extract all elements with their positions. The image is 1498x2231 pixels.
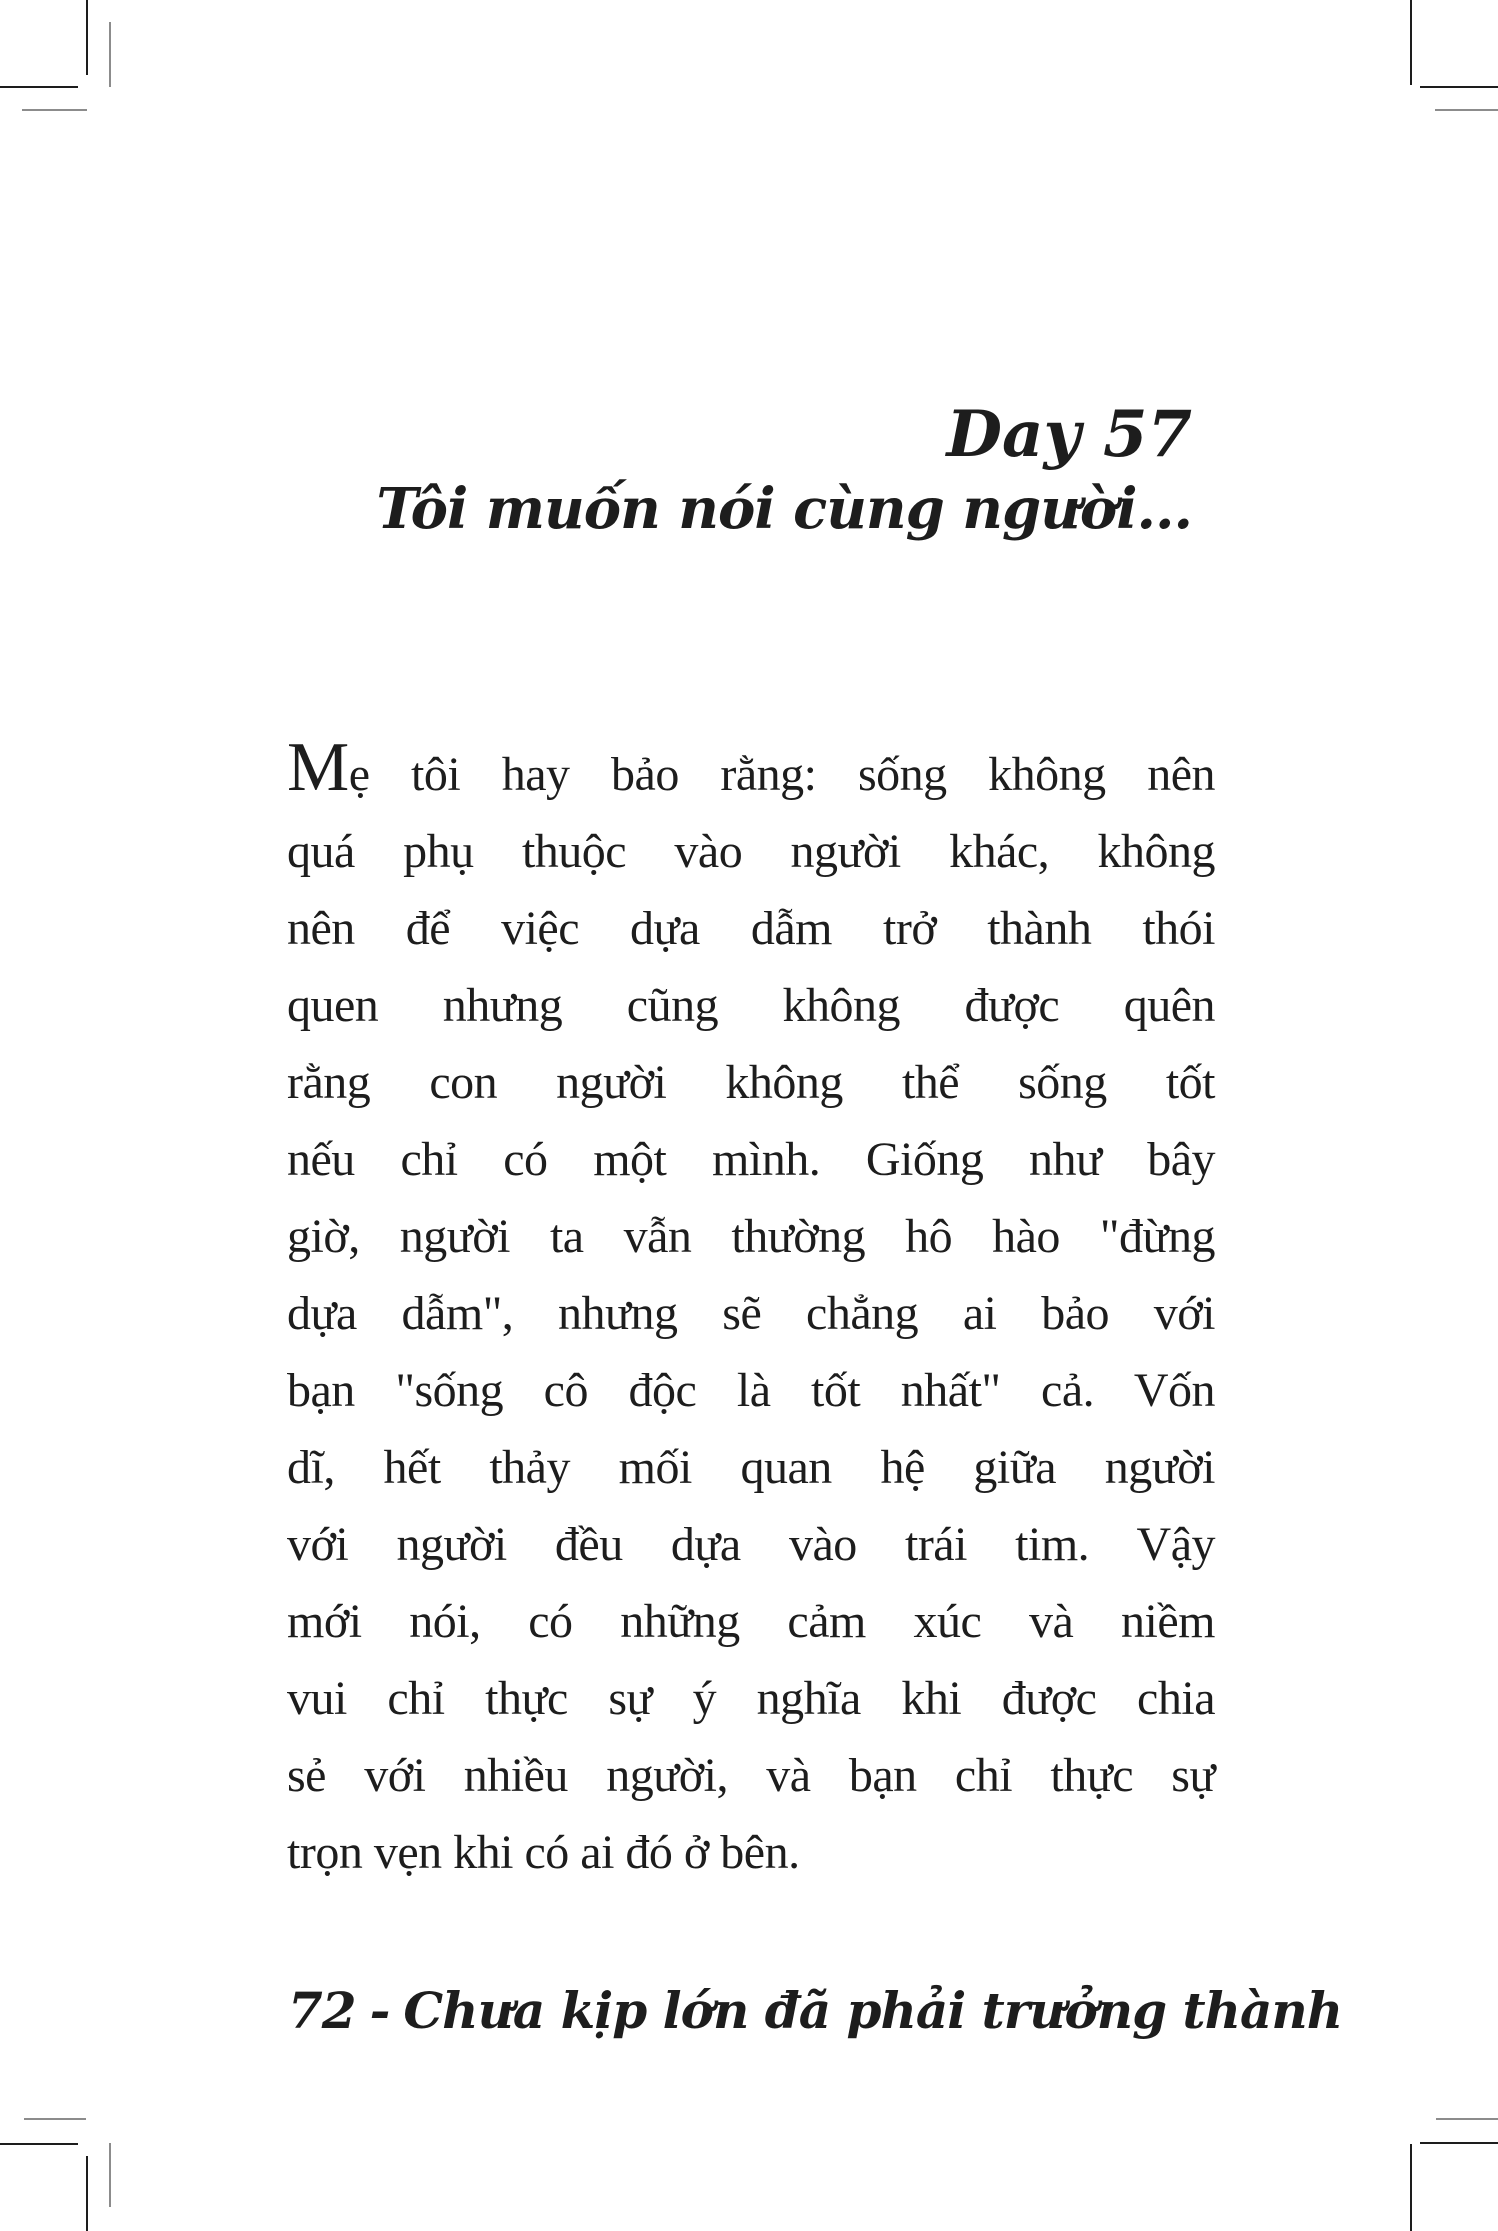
crop-mark-bottom-left-vertical: [86, 2156, 88, 2231]
crop-mark-bottom-right-horizontal-ghost: [1436, 2118, 1498, 2120]
body-line: quá phụ thuộc vào người khác, không: [287, 825, 1215, 878]
body-line: với người đều dựa vào trái tim. Vậy: [287, 1518, 1215, 1571]
crop-mark-bottom-right-horizontal: [1420, 2142, 1498, 2144]
body-line: rằng con người không thể sống tốt: [287, 1056, 1215, 1109]
page-number: 72: [288, 1981, 356, 2040]
crop-mark-bottom-left-vertical-ghost: [109, 2143, 111, 2207]
crop-mark-bottom-right-vertical: [1410, 2144, 1412, 2231]
body-line: quen nhưng cũng không được quên: [287, 979, 1215, 1032]
page-footer: [288, 1981, 1342, 2041]
crop-mark-top-left-horizontal-ghost: [22, 109, 87, 111]
body-line: vui chỉ thực sự ý nghĩa khi được chia: [287, 1672, 1215, 1725]
paragraph: [287, 729, 1215, 1891]
body-line: nếu chỉ có một mình. Giống như bây: [287, 1133, 1215, 1186]
chapter-subtitle: Tôi muốn nói cùng người...: [376, 476, 1192, 542]
crop-mark-top-left-vertical-ghost: [109, 22, 111, 87]
crop-mark-top-right-vertical: [1410, 0, 1412, 85]
body-line: bạn "sống cô độc là tốt nhất" cả. Vốn: [287, 1364, 1215, 1417]
body-line: dĩ, hết thảy mối quan hệ giữa người: [287, 1441, 1215, 1494]
crop-mark-bottom-left-horizontal-ghost: [24, 2118, 86, 2120]
crop-mark-bottom-left-horizontal: [0, 2143, 78, 2145]
body-line: trọn vẹn khi có ai đó ở bên.: [287, 1826, 800, 1879]
body-line: mới nói, có những cảm xúc và niềm: [287, 1595, 1215, 1648]
chapter-header: [376, 398, 1192, 546]
drop-cap: M: [287, 729, 349, 806]
crop-mark-top-right-horizontal-ghost: [1435, 109, 1498, 111]
chapter-day-label: Day 57: [946, 397, 1192, 472]
body-line: sẻ với nhiều người, và bạn chỉ thực sự: [287, 1749, 1215, 1802]
crop-mark-top-left-horizontal: [0, 86, 78, 88]
body-line: dựa dẫm", nhưng sẽ chẳng ai bảo với: [287, 1287, 1215, 1340]
first-line-text: ẹ tôi hay bảo rằng: sống không nên: [348, 748, 1215, 801]
crop-mark-top-left-vertical: [86, 0, 88, 75]
body-line: nên để việc dựa dẫm trở thành thói: [287, 902, 1215, 955]
book-title: Chưa kịp lớn đã phải trưởng thành: [403, 1981, 1343, 2040]
body-line-first: [287, 729, 1215, 813]
crop-mark-top-right-horizontal: [1420, 86, 1498, 88]
body-line: giờ, người ta vẫn thường hô hào "đừng: [287, 1210, 1215, 1263]
footer-separator: -: [369, 1981, 390, 2040]
